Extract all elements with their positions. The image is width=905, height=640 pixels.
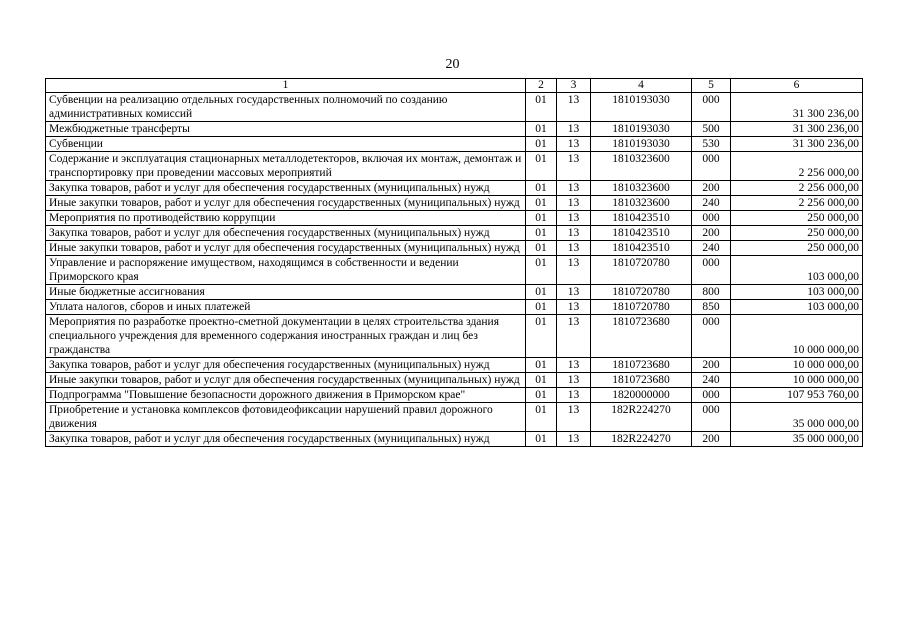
row-target-article: 1810193030 xyxy=(591,122,692,137)
row-target-article: 182R224270 xyxy=(591,432,692,447)
row-name: Мероприятия по разработке проектно-сметной документации в целях строительства здания специального учреждения для временного содержания иностранных граждан и лиц без гражданства xyxy=(46,315,526,358)
row-subsection: 13 xyxy=(557,152,591,181)
row-name: Иные закупки товаров, работ и услуг для обеспечения государственных (муниципальных) нужд xyxy=(46,241,526,256)
row-target-article: 1810193030 xyxy=(591,93,692,122)
row-amount: 10 000 000,00 xyxy=(731,315,863,358)
row-amount: 103 000,00 xyxy=(731,300,863,315)
header-col-2: 2 xyxy=(526,79,557,93)
row-section: 01 xyxy=(526,315,557,358)
row-name: Иные бюджетные ассигнования xyxy=(46,285,526,300)
row-name: Межбюджетные трансферты xyxy=(46,122,526,137)
row-expense-type: 500 xyxy=(692,122,731,137)
row-amount: 31 300 236,00 xyxy=(731,137,863,152)
row-section: 01 xyxy=(526,181,557,196)
table-row xyxy=(46,315,863,358)
row-subsection: 13 xyxy=(557,256,591,285)
row-target-article: 1810720780 xyxy=(591,285,692,300)
row-subsection: 13 xyxy=(557,373,591,388)
table-row xyxy=(46,137,863,152)
row-expense-type: 530 xyxy=(692,137,731,152)
row-name: Закупка товаров, работ и услуг для обеспечения государственных (муниципальных) нужд xyxy=(46,358,526,373)
row-expense-type: 200 xyxy=(692,181,731,196)
table-row xyxy=(46,226,863,241)
row-section: 01 xyxy=(526,256,557,285)
table-row xyxy=(46,241,863,256)
header-col-4: 4 xyxy=(591,79,692,93)
header-col-5: 5 xyxy=(692,79,731,93)
row-section: 01 xyxy=(526,373,557,388)
table-header xyxy=(46,79,863,93)
row-expense-type: 800 xyxy=(692,285,731,300)
row-subsection: 13 xyxy=(557,403,591,432)
table-row xyxy=(46,152,863,181)
row-section: 01 xyxy=(526,403,557,432)
row-name: Мероприятия по противодействию коррупции xyxy=(46,211,526,226)
row-target-article: 1810423510 xyxy=(591,241,692,256)
table-row xyxy=(46,432,863,447)
row-subsection: 13 xyxy=(557,285,591,300)
row-section: 01 xyxy=(526,300,557,315)
row-expense-type: 000 xyxy=(692,388,731,403)
row-subsection: 13 xyxy=(557,196,591,211)
row-target-article: 1810723680 xyxy=(591,358,692,373)
row-amount: 250 000,00 xyxy=(731,211,863,226)
row-subsection: 13 xyxy=(557,358,591,373)
page-number: 20 xyxy=(445,57,460,72)
row-subsection: 13 xyxy=(557,241,591,256)
row-target-article: 1810423510 xyxy=(591,211,692,226)
row-expense-type: 850 xyxy=(692,300,731,315)
row-subsection: 13 xyxy=(557,300,591,315)
row-target-article: 1810723680 xyxy=(591,373,692,388)
row-subsection: 13 xyxy=(557,388,591,403)
row-section: 01 xyxy=(526,93,557,122)
table-row xyxy=(46,181,863,196)
row-amount: 10 000 000,00 xyxy=(731,373,863,388)
row-name: Закупка товаров, работ и услуг для обеспечения государственных (муниципальных) нужд xyxy=(46,432,526,447)
row-subsection: 13 xyxy=(557,315,591,358)
row-amount: 2 256 000,00 xyxy=(731,152,863,181)
row-subsection: 13 xyxy=(557,122,591,137)
row-subsection: 13 xyxy=(557,93,591,122)
row-target-article: 1810423510 xyxy=(591,226,692,241)
row-amount: 35 000 000,00 xyxy=(731,432,863,447)
row-section: 01 xyxy=(526,211,557,226)
row-expense-type: 000 xyxy=(692,211,731,226)
row-amount: 31 300 236,00 xyxy=(731,93,863,122)
row-subsection: 13 xyxy=(557,181,591,196)
table-row xyxy=(46,300,863,315)
row-expense-type: 000 xyxy=(692,403,731,432)
row-target-article: 1810193030 xyxy=(591,137,692,152)
row-section: 01 xyxy=(526,241,557,256)
row-name: Иные закупки товаров, работ и услуг для обеспечения государственных (муниципальных) нужд xyxy=(46,196,526,211)
table-row xyxy=(46,285,863,300)
row-amount: 31 300 236,00 xyxy=(731,122,863,137)
table-row xyxy=(46,196,863,211)
row-expense-type: 240 xyxy=(692,196,731,211)
row-amount: 2 256 000,00 xyxy=(731,196,863,211)
row-amount: 103 000,00 xyxy=(731,256,863,285)
row-target-article: 1810720780 xyxy=(591,300,692,315)
row-name: Подпрограмма "Повышение безопасности дорожного движения в Приморском крае" xyxy=(46,388,526,403)
row-expense-type: 200 xyxy=(692,432,731,447)
header-col-6: 6 xyxy=(731,79,863,93)
table-row xyxy=(46,256,863,285)
table-row xyxy=(46,373,863,388)
row-section: 01 xyxy=(526,388,557,403)
row-amount: 107 953 760,00 xyxy=(731,388,863,403)
table-body xyxy=(46,93,863,447)
row-name: Закупка товаров, работ и услуг для обеспечения государственных (муниципальных) нужд xyxy=(46,226,526,241)
row-target-article: 1810720780 xyxy=(591,256,692,285)
row-name: Управление и распоряжение имуществом, находящимся в собственности и ведении Приморского края xyxy=(46,256,526,285)
row-name: Субвенции на реализацию отдельных государственных полномочий по созданию административных комиссий xyxy=(46,93,526,122)
table-row xyxy=(46,93,863,122)
row-target-article: 1820000000 xyxy=(591,388,692,403)
row-target-article: 182R224270 xyxy=(591,403,692,432)
row-name: Приобретение и установка комплексов фотовидеофиксации нарушений правил дорожного движения xyxy=(46,403,526,432)
row-expense-type: 000 xyxy=(692,93,731,122)
row-amount: 250 000,00 xyxy=(731,241,863,256)
row-section: 01 xyxy=(526,122,557,137)
row-section: 01 xyxy=(526,196,557,211)
row-amount: 10 000 000,00 xyxy=(731,358,863,373)
row-name: Субвенции xyxy=(46,137,526,152)
budget-table xyxy=(45,78,863,447)
table-row xyxy=(46,211,863,226)
row-expense-type: 240 xyxy=(692,373,731,388)
header-row xyxy=(46,79,863,93)
row-name: Уплата налогов, сборов и иных платежей xyxy=(46,300,526,315)
table-row xyxy=(46,122,863,137)
row-amount: 103 000,00 xyxy=(731,285,863,300)
row-name: Иные закупки товаров, работ и услуг для обеспечения государственных (муниципальных) нужд xyxy=(46,373,526,388)
row-expense-type: 200 xyxy=(692,226,731,241)
table-row xyxy=(46,403,863,432)
row-section: 01 xyxy=(526,285,557,300)
row-expense-type: 000 xyxy=(692,315,731,358)
row-expense-type: 240 xyxy=(692,241,731,256)
header-col-3: 3 xyxy=(557,79,591,93)
row-amount: 2 256 000,00 xyxy=(731,181,863,196)
row-subsection: 13 xyxy=(557,137,591,152)
row-name: Закупка товаров, работ и услуг для обеспечения государственных (муниципальных) нужд xyxy=(46,181,526,196)
row-amount: 35 000 000,00 xyxy=(731,403,863,432)
row-section: 01 xyxy=(526,432,557,447)
row-subsection: 13 xyxy=(557,211,591,226)
header-col-1: 1 xyxy=(46,79,526,93)
table-row xyxy=(46,388,863,403)
row-section: 01 xyxy=(526,358,557,373)
row-target-article: 1810323600 xyxy=(591,196,692,211)
row-section: 01 xyxy=(526,152,557,181)
row-expense-type: 200 xyxy=(692,358,731,373)
row-section: 01 xyxy=(526,226,557,241)
row-expense-type: 000 xyxy=(692,256,731,285)
row-name: Содержание и эксплуатация стационарных металлодетекторов, включая их монтаж, демонтаж и транспортировку при проведении массовых мероприятий xyxy=(46,152,526,181)
row-subsection: 13 xyxy=(557,432,591,447)
row-subsection: 13 xyxy=(557,226,591,241)
row-amount: 250 000,00 xyxy=(731,226,863,241)
table-row xyxy=(46,358,863,373)
row-target-article: 1810723680 xyxy=(591,315,692,358)
row-target-article: 1810323600 xyxy=(591,152,692,181)
row-section: 01 xyxy=(526,137,557,152)
row-target-article: 1810323600 xyxy=(591,181,692,196)
row-expense-type: 000 xyxy=(692,152,731,181)
